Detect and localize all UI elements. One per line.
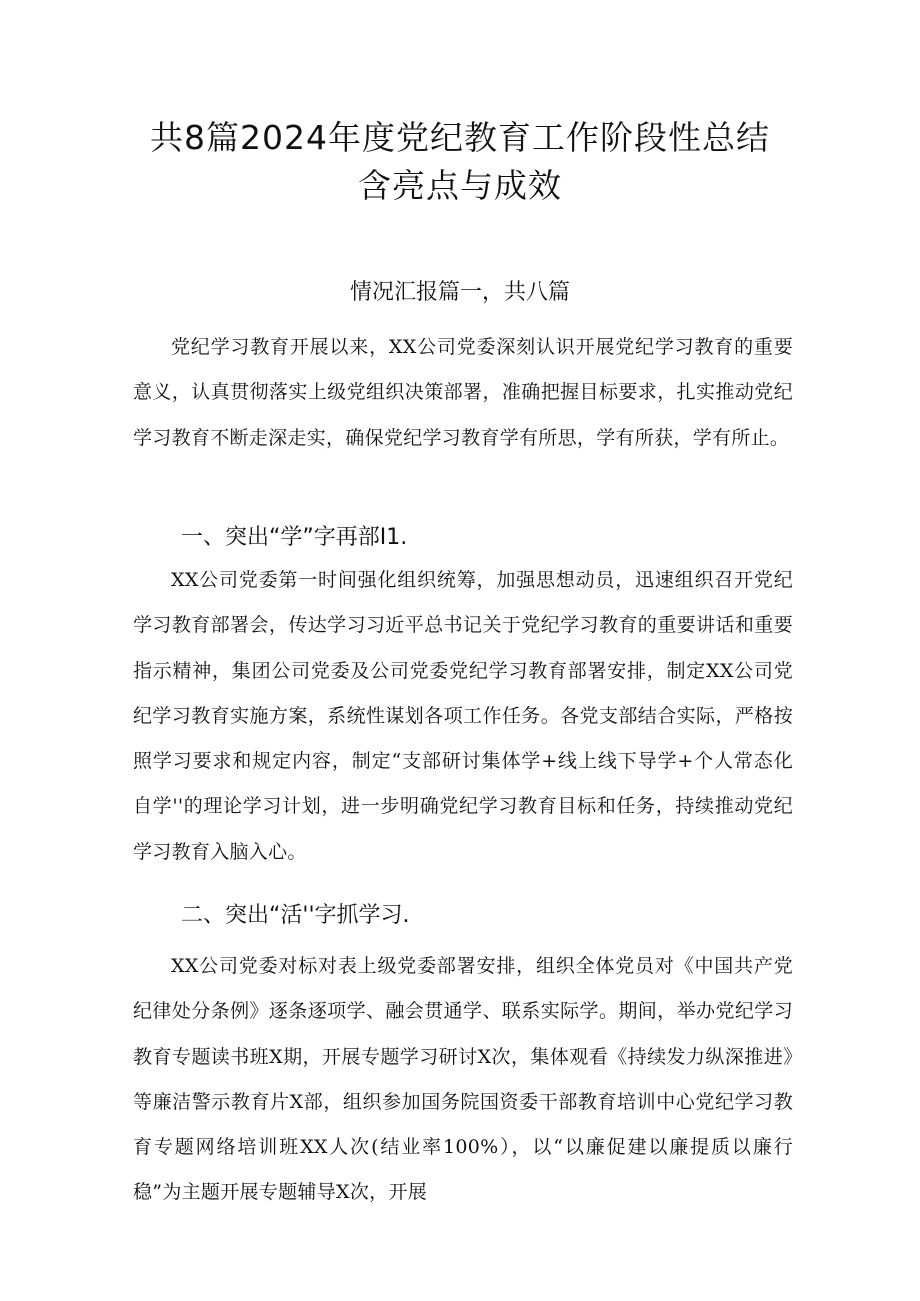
document-title-line-1: 共8篇2024年度党纪教育工作阶段性总结 [150,118,770,157]
document-title-line-2: 含亮点与成效 [358,166,562,205]
heading-one: 一、突出“学”字再部I1. [181,525,408,550]
paragraph-intro: 党纪学习教育开展以来，XX公司党委深刻认识开展党纪学习教育的重要意义，认真贯彻落实上级党组织决策部署，准确把握目标要求，扎实推动党纪学习教育不断走深走实，确保党纪学习教育学有所思，学有所获，学有所止。 [133,336,793,449]
section-heading: 情况汇报篇一，共八篇 [349,280,570,305]
heading-two: 二、突出“活''字抓学习. [181,903,410,928]
paragraph-section-two: XX公司党委对标对表上级党委部署安排，组织全体党员对《中国共产党纪律处分条例》逐条逐项学、融会贯通学、联系实际学。期间，举办党纪学习教育专题读书班X期，开展专题学习研讨X次，集体观看《持续发力纵深推进》等廉洁警示教育片X部，组织参加国务院国资委干部教育培训中心党纪学习教育专题网络培训班XX人次(结业率100%），以“以廉促建以廉提质以廉行稳”为主题开展专题辅导X次，开展 [133,955,793,1204]
paragraph-section-one: XX公司党委第一时间强化组织统筹，加强思想动员，迅速组织召开党纪学习教育部署会，传达学习习近平总书记关于党纪学习教育的重要讲话和重要指示精神，集团公司党委及公司党委党纪学习教育部署安排，制定XX公司党纪学习教育实施方案，系统性谋划各项工作任务。各党支部结合实际，严格按照学习要求和规定内容，制定“支部研讨集体学+线上线下导学+个人常态化自学''的理论学习计划，进一步明确党纪学习教育目标和任务，持续推动党纪学习教育入脑入心。 [133,569,793,863]
